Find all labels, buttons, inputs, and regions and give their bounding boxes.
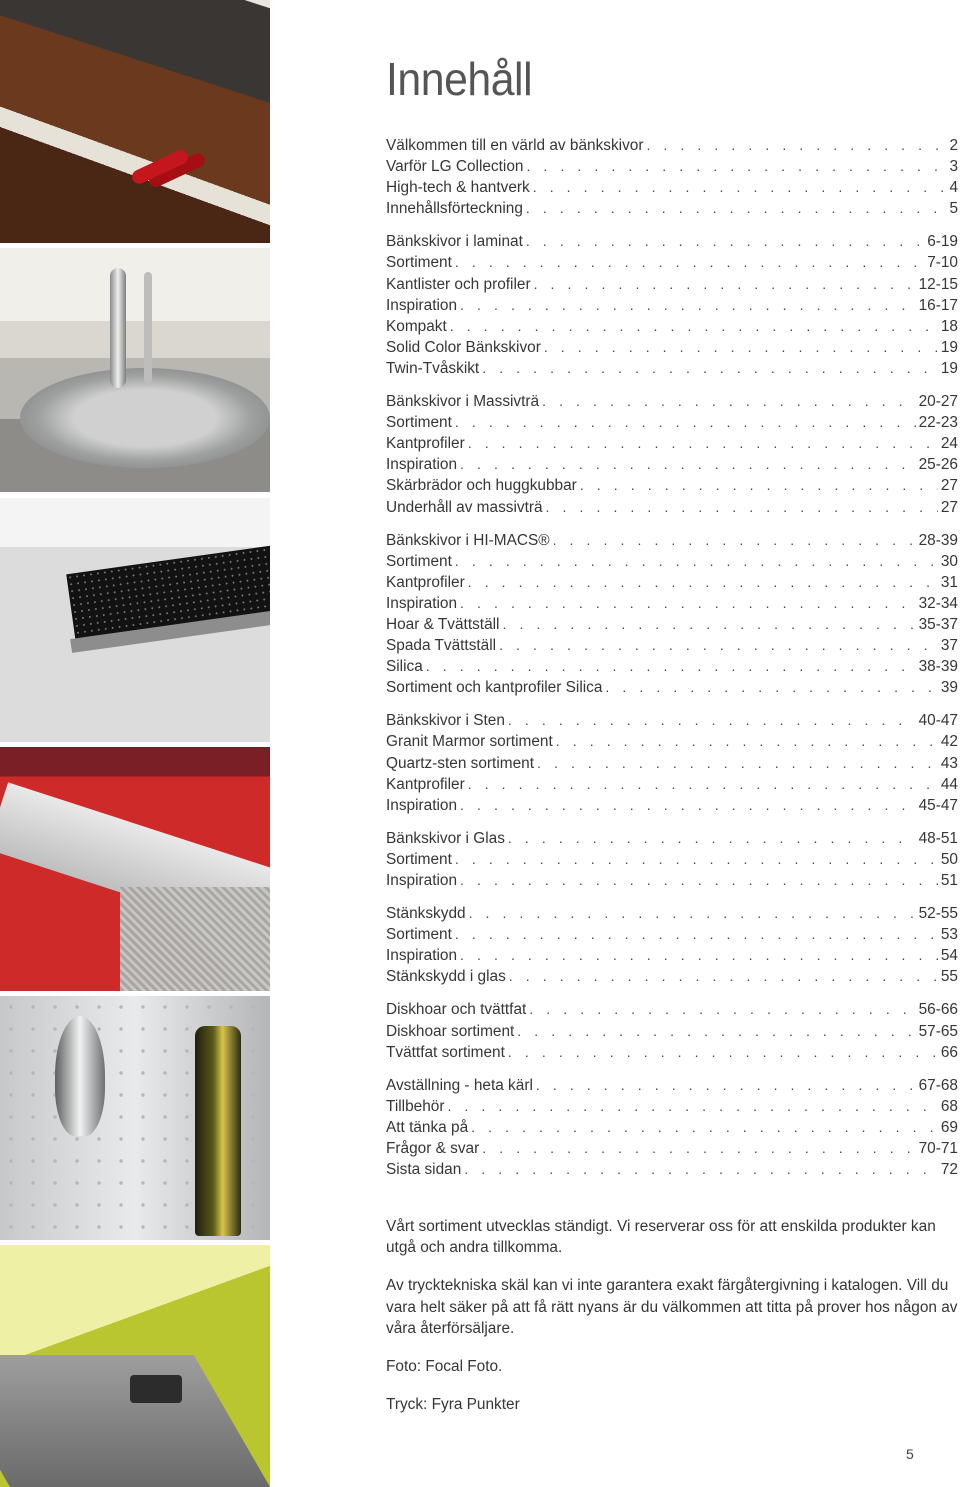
toc-entry-page: 54 bbox=[940, 947, 958, 965]
photo-stone-countertop bbox=[0, 747, 270, 991]
toc-entry bbox=[386, 532, 958, 553]
toc-entry bbox=[386, 968, 958, 989]
toc-dot-leader bbox=[471, 1119, 938, 1135]
toc-entry bbox=[386, 414, 958, 435]
toc-entry bbox=[386, 637, 958, 658]
toc-dot-leader bbox=[536, 1077, 916, 1093]
toc-entry-page: 44 bbox=[940, 775, 958, 793]
toc-entry bbox=[386, 776, 958, 797]
toc-entry bbox=[386, 553, 958, 574]
toc-entry-label: Quartz-sten sortiment bbox=[386, 754, 534, 772]
toc-entry-label: Sista sidan bbox=[386, 1161, 462, 1179]
toc-group bbox=[386, 830, 958, 893]
toc-dot-leader bbox=[469, 905, 916, 921]
toc-entry-page: 55 bbox=[940, 968, 958, 986]
toc-entry-page: 22-23 bbox=[918, 414, 958, 432]
toc-entry bbox=[386, 595, 958, 616]
toc-entry-page: 20-27 bbox=[918, 393, 958, 411]
toc-entry-label: Diskhoar och tvättfat bbox=[386, 1001, 527, 1019]
toc-entry bbox=[386, 679, 958, 700]
toc-entry bbox=[386, 1044, 958, 1065]
toc-dot-leader bbox=[533, 179, 947, 195]
toc-entry-label: Sortiment bbox=[386, 552, 452, 570]
toc-dot-leader bbox=[482, 360, 938, 376]
toc-entry-page: 4 bbox=[949, 179, 958, 197]
photo-juicer-and-bottle bbox=[0, 996, 270, 1240]
toc-entry-label: Sortiment och kantprofiler Silica bbox=[386, 679, 603, 697]
note-paragraph: Av trycktekniska skäl kan vi inte garantera exakt färgåtergivning i katalogen. Vill du vara helt säker på att få rätt nyans är du välkommen att titta på prover hos någon av våra återförsäljare. bbox=[386, 1277, 958, 1337]
toc-entry-page: 66 bbox=[940, 1043, 958, 1061]
toc-dot-leader bbox=[509, 968, 938, 984]
toc-entry bbox=[386, 658, 958, 679]
toc-entry-label: Bänkskivor i Glas bbox=[386, 829, 505, 847]
toc-entry-label: Stänkskydd bbox=[386, 905, 466, 923]
toc-entry bbox=[386, 1098, 958, 1119]
toc-entry bbox=[386, 797, 958, 818]
toc-entry-label: Sortiment bbox=[386, 850, 452, 868]
toc-entry-label: Frågor & svar bbox=[386, 1140, 480, 1158]
toc-entry bbox=[386, 393, 958, 414]
toc-entry-page: 37 bbox=[940, 637, 958, 655]
toc-entry bbox=[386, 158, 958, 179]
toc-entry bbox=[386, 830, 958, 851]
toc-entry-page: 42 bbox=[940, 733, 958, 751]
toc-dot-leader bbox=[534, 276, 916, 292]
toc-entry bbox=[386, 435, 958, 456]
toc-entry-page: 35-37 bbox=[918, 615, 958, 633]
toc-dot-leader bbox=[605, 679, 937, 695]
toc-entry bbox=[386, 851, 958, 872]
toc-dot-leader bbox=[468, 574, 938, 590]
page-title: Innehåll bbox=[386, 53, 533, 105]
toc-entry-label: Hoar & Tvättställ bbox=[386, 615, 500, 633]
toc-entry bbox=[386, 477, 958, 498]
toc-entry-page: 56-66 bbox=[918, 1001, 958, 1019]
toc-entry-page: 7-10 bbox=[927, 254, 958, 272]
toc-entry-page: 24 bbox=[940, 435, 958, 453]
toc-entry bbox=[386, 1077, 958, 1098]
toc-entry-label: Att tänka på bbox=[386, 1118, 469, 1136]
toc-entry bbox=[386, 499, 958, 520]
toc-group bbox=[386, 532, 958, 701]
photo-glass-countertop bbox=[0, 1245, 270, 1487]
toc-entry-label: Bänkskivor i laminat bbox=[386, 233, 523, 251]
toc-dot-leader bbox=[426, 658, 916, 674]
toc-entry-page: 18 bbox=[940, 317, 958, 335]
toc-entry-page: 72 bbox=[940, 1161, 958, 1179]
toc-dot-leader bbox=[537, 755, 938, 771]
toc-entry-label: Inspiration bbox=[386, 796, 458, 814]
toc-entry-label: Stänkskydd i glas bbox=[386, 968, 506, 986]
toc-group bbox=[386, 233, 958, 381]
toc-dot-leader bbox=[546, 499, 938, 515]
toc-entry-page: 38-39 bbox=[918, 658, 958, 676]
photo-black-countertop-edge bbox=[0, 498, 270, 742]
toc-entry-label: High-tech & hantverk bbox=[386, 179, 530, 197]
note-paragraph: Tryck: Fyra Punkter bbox=[386, 1396, 520, 1414]
toc-entry-page: 5 bbox=[949, 200, 958, 218]
toc-entry-page: 12-15 bbox=[918, 275, 958, 293]
toc-entry bbox=[386, 137, 958, 158]
toc-entry bbox=[386, 233, 958, 254]
note-paragraph: Foto: Focal Foto. bbox=[386, 1358, 503, 1376]
toc-entry-label: Skärbrädor och huggkubbar bbox=[386, 477, 577, 495]
toc-dot-leader bbox=[544, 339, 938, 355]
toc-entry bbox=[386, 254, 958, 275]
toc-entry bbox=[386, 755, 958, 776]
toc-entry-page: 30 bbox=[940, 552, 958, 570]
toc-entry-label: Varför LG Collection bbox=[386, 158, 524, 176]
page-number: 5 bbox=[906, 1446, 914, 1462]
toc-entry-label: Sortiment bbox=[386, 414, 452, 432]
toc-entry-page: 52-55 bbox=[918, 905, 958, 923]
toc-entry-label: Spada Tvättställ bbox=[386, 637, 497, 655]
toc-entry-label: Bänkskivor i Massivträ bbox=[386, 393, 540, 411]
toc-group bbox=[386, 393, 958, 520]
toc-entry bbox=[386, 947, 958, 968]
toc-dot-leader bbox=[508, 830, 916, 846]
toc-entry bbox=[386, 712, 958, 733]
toc-dot-leader bbox=[580, 477, 938, 493]
toc-entry-label: Tvättfat sortiment bbox=[386, 1043, 505, 1061]
toc-entry bbox=[386, 1119, 958, 1140]
toc-group bbox=[386, 137, 958, 221]
toc-dot-leader bbox=[553, 532, 916, 548]
toc-entry-page: 16-17 bbox=[918, 296, 958, 314]
toc-entry bbox=[386, 872, 958, 893]
toc-entry-label: Underhåll av massivträ bbox=[386, 498, 543, 516]
toc-entry bbox=[386, 616, 958, 637]
toc-entry-label: Sortiment bbox=[386, 254, 452, 272]
toc-dot-leader bbox=[542, 393, 916, 409]
toc-group bbox=[386, 905, 958, 989]
toc-entry-label: Kompakt bbox=[386, 317, 447, 335]
toc-dot-leader bbox=[460, 947, 938, 963]
toc-entry-label: Bänkskivor i Sten bbox=[386, 712, 505, 730]
toc-entry-page: 51 bbox=[940, 872, 958, 889]
toc-entry bbox=[386, 1001, 958, 1022]
toc-dot-leader bbox=[508, 712, 916, 728]
toc-dot-leader bbox=[447, 1098, 937, 1114]
toc-entry-label: Välkommen till en värld av bänkskivor bbox=[386, 137, 644, 154]
toc-dot-leader bbox=[502, 616, 915, 632]
toc-entry-label: Bänkskivor i HI-MACS® bbox=[386, 531, 550, 549]
toc-entry-page: 69 bbox=[940, 1118, 958, 1136]
toc-dot-leader bbox=[517, 1023, 915, 1039]
toc-entry bbox=[386, 200, 958, 221]
toc-dot-leader bbox=[460, 595, 916, 611]
toc-entry-label: Inspiration bbox=[386, 296, 458, 314]
toc-dot-leader bbox=[526, 200, 947, 216]
toc-group bbox=[386, 1077, 958, 1182]
toc-entry-label: Kantprofiler bbox=[386, 775, 465, 793]
toc-dot-leader bbox=[556, 733, 938, 749]
toc-dot-leader bbox=[468, 435, 938, 451]
toc-entry-page: 48-51 bbox=[918, 829, 958, 847]
toc-dot-leader bbox=[460, 456, 916, 472]
toc-entry bbox=[386, 456, 958, 477]
toc-entry-page: 6-19 bbox=[927, 233, 958, 251]
toc-entry-page: 19 bbox=[940, 338, 958, 356]
toc-dot-leader bbox=[460, 872, 938, 888]
toc-dot-leader bbox=[455, 254, 924, 270]
toc-entry-page: 31 bbox=[940, 573, 958, 591]
toc-entry-label: Sortiment bbox=[386, 926, 452, 944]
toc-entry-page: 43 bbox=[940, 754, 958, 772]
photo-kitchen-sink bbox=[0, 248, 270, 492]
toc-entry-page: 27 bbox=[940, 477, 958, 495]
toc-dot-leader bbox=[482, 1140, 915, 1156]
toc-entry bbox=[386, 1140, 958, 1161]
toc-entry-page: 45-47 bbox=[918, 796, 958, 814]
toc-entry bbox=[386, 276, 958, 297]
toc-dot-leader bbox=[450, 318, 938, 334]
toc-entry-page: 28-39 bbox=[918, 531, 958, 549]
toc-entry-page: 2 bbox=[949, 137, 958, 154]
toc-entry-label: Kantprofiler bbox=[386, 435, 465, 453]
toc-dot-leader bbox=[508, 1044, 938, 1060]
toc-dot-leader bbox=[468, 776, 938, 792]
toc-entry-label: Diskhoar sortiment bbox=[386, 1022, 515, 1040]
toc-entry-page: 3 bbox=[949, 158, 958, 176]
toc-entry-label: Solid Color Bänkskivor bbox=[386, 338, 541, 356]
table-of-contents bbox=[386, 137, 958, 1194]
toc-dot-leader bbox=[460, 797, 916, 813]
toc-dot-leader bbox=[499, 637, 938, 653]
toc-entry-label: Kantprofiler bbox=[386, 573, 465, 591]
toc-entry-label: Tillbehör bbox=[386, 1097, 445, 1115]
toc-group bbox=[386, 1001, 958, 1064]
photo-laminate-boards bbox=[0, 0, 270, 243]
toc-entry-page: 57-65 bbox=[918, 1022, 958, 1040]
toc-entry-label: Granit Marmor sortiment bbox=[386, 733, 553, 751]
toc-dot-leader bbox=[455, 926, 938, 942]
toc-entry-page: 25-26 bbox=[918, 456, 958, 474]
toc-entry-page: 50 bbox=[940, 850, 958, 868]
toc-dot-leader bbox=[464, 1161, 938, 1177]
toc-entry bbox=[386, 297, 958, 318]
toc-entry bbox=[386, 179, 958, 200]
toc-dot-leader bbox=[526, 158, 946, 174]
toc-entry-label: Inspiration bbox=[386, 947, 458, 965]
toc-entry-label: Inspiration bbox=[386, 456, 458, 474]
notes-section bbox=[386, 1216, 958, 1432]
toc-group bbox=[386, 712, 958, 817]
toc-entry-label: Twin-Tvåskikt bbox=[386, 359, 480, 377]
toc-entry bbox=[386, 733, 958, 754]
note-paragraph: Vårt sortiment utvecklas ständigt. Vi reserverar oss för att enskilda produkter kan utgå och andra tillkomma. bbox=[386, 1218, 936, 1257]
toc-dot-leader bbox=[460, 297, 916, 313]
toc-entry bbox=[386, 360, 958, 381]
toc-entry bbox=[386, 574, 958, 595]
toc-entry-page: 27 bbox=[940, 498, 958, 516]
toc-entry-page: 68 bbox=[940, 1097, 958, 1115]
toc-dot-leader bbox=[455, 414, 916, 430]
toc-entry-page: 70-71 bbox=[918, 1140, 958, 1158]
toc-dot-leader bbox=[526, 233, 924, 249]
toc-entry-label: Kantlister och profiler bbox=[386, 275, 531, 293]
toc-entry bbox=[386, 318, 958, 339]
toc-entry-page: 39 bbox=[940, 679, 958, 697]
toc-entry bbox=[386, 1023, 958, 1044]
toc-dot-leader bbox=[455, 851, 938, 867]
toc-entry-label: Avställning - heta kärl bbox=[386, 1076, 533, 1094]
toc-dot-leader bbox=[529, 1001, 915, 1017]
toc-entry-label: Innehållsförteckning bbox=[386, 200, 523, 218]
toc-entry-label: Inspiration bbox=[386, 594, 458, 612]
toc-entry bbox=[386, 339, 958, 360]
toc-entry-page: 19 bbox=[940, 359, 958, 377]
toc-entry bbox=[386, 1161, 958, 1182]
toc-entry-page: 32-34 bbox=[918, 594, 958, 612]
toc-entry bbox=[386, 905, 958, 926]
toc-dot-leader bbox=[646, 137, 946, 153]
toc-entry bbox=[386, 926, 958, 947]
toc-entry-page: 40-47 bbox=[918, 712, 958, 730]
toc-entry-page: 53 bbox=[940, 926, 958, 944]
toc-dot-leader bbox=[455, 553, 938, 569]
toc-entry-page: 67-68 bbox=[918, 1076, 958, 1094]
toc-entry-label: Silica bbox=[386, 658, 423, 676]
toc-entry-label: Inspiration bbox=[386, 872, 458, 889]
photo-strip bbox=[0, 0, 270, 1487]
